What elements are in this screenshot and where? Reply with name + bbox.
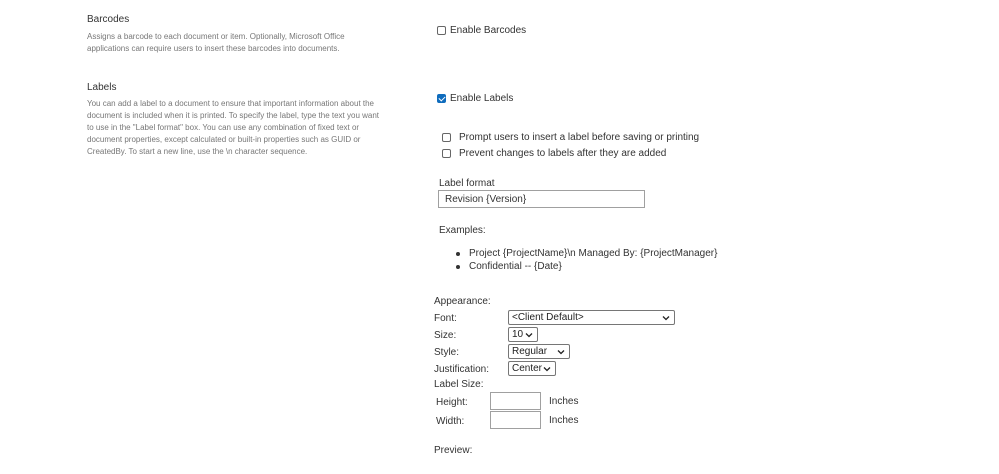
enable-barcodes-label[interactable]: Enable Barcodes [450,25,527,36]
width-input[interactable] [490,411,541,429]
font-label: Font: [434,313,457,324]
list-item: Project {ProjectName}\n Managed By: {ProjectManager} [456,247,717,260]
label-format-input[interactable]: Revision {Version} [438,190,645,208]
font-select-value: <Client Default> [512,312,584,323]
barcodes-description: Assigns a barcode to each document or item. Optionally, Microsoft Office applications can require users to insert these barcodes into documents. [87,32,345,53]
size-label: Size: [434,330,457,341]
chevron-down-icon [542,364,552,374]
checkbox-checked-icon[interactable] [437,94,446,103]
chevron-down-icon [661,313,671,323]
enable-labels-checkbox[interactable] [437,93,513,104]
justification-label: Justification: [434,364,490,375]
checkbox-icon[interactable] [437,26,446,35]
enable-labels-label[interactable]: Enable Labels [450,93,514,104]
justification-select[interactable] [508,361,556,376]
style-label: Style: [434,347,460,358]
prevent-changes-label[interactable]: Prevent changes to labels after they are added [459,148,667,159]
chevron-down-icon [524,330,534,340]
labels-title: Labels [87,82,117,93]
width-unit: Inches [549,415,579,426]
list-item: Confidential -- {Date} [456,260,717,273]
style-select[interactable] [508,344,570,359]
height-input[interactable] [490,392,541,410]
font-select[interactable] [508,310,675,325]
justification-select-value: Center [512,363,543,374]
chevron-down-icon [556,347,566,357]
label-format-label: Label format [439,178,495,189]
enable-barcodes-checkbox[interactable] [437,25,526,36]
appearance-title: Appearance: [434,296,491,307]
height-unit: Inches [549,396,579,407]
examples-list [456,247,717,273]
style-select-value: Regular [512,346,548,357]
prompt-users-label[interactable]: Prompt users to insert a label before saving or printing [459,132,700,143]
labels-description: You can add a label to a document to ensure that important information about the document is included when it is printed. To specify the label, type the text you want to use in the "Label format" box. You can use any combination of fixed text or document properties, except calculated or built-in properties such as GUID or CreatedBy. To start a new line, use the \n character sequence. [87,99,380,156]
prompt-users-checkbox[interactable] [442,132,699,143]
label-size-title: Label Size: [434,379,484,390]
preview-label: Preview: [434,445,473,456]
size-select[interactable] [508,327,538,342]
checkbox-icon[interactable] [442,149,451,158]
examples-title: Examples: [439,225,486,236]
width-label: Width: [436,416,465,427]
height-label: Height: [436,397,468,408]
size-select-value: 10 [512,329,524,340]
checkbox-icon[interactable] [442,133,451,142]
barcodes-title: Barcodes [87,14,130,25]
prevent-changes-checkbox[interactable] [442,148,666,159]
